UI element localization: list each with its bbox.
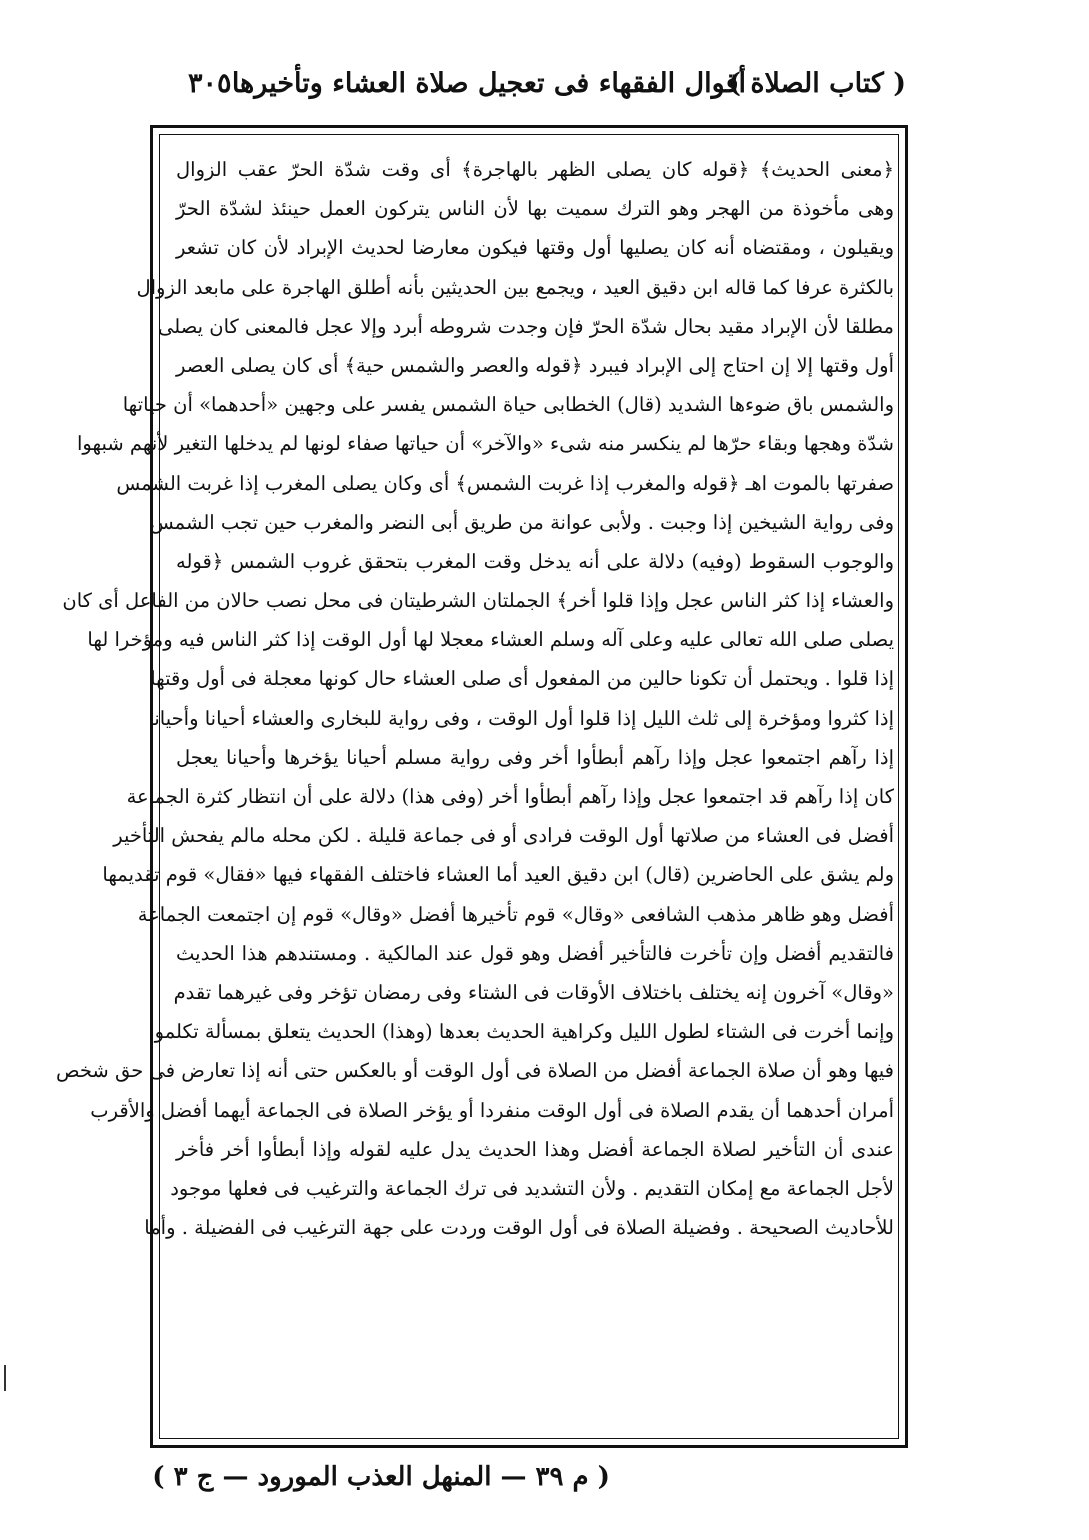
text-line: إذا كثروا ومؤخرة إلى ثلث الليل إذا قلوا أول الوقت ، وفى رواية للبخارى والعشاء أحيانا وأحيانا	[148, 706, 894, 730]
text-line: إذا رآهم اجتمعوا عجل وإذا رآهم أبطأوا أخر وفى رواية مسلم أحيانا يؤخرها وأحيانا يعجل	[176, 745, 894, 769]
text-line: وإنما أخرت فى الشتاء لطول الليل وكراهية الحديث بعدها (وهذا) الحديث يتعلق بمسألة تكلموا	[149, 1020, 894, 1044]
text-line: فالتقديم أفضل وإن تأخرت فالتأخير أفضل وهو قول عند المالكية . ومستندهم هذا الحديث	[176, 941, 894, 965]
text-line: عندى أن التأخير لصلاة الجماعة أفضل وهذا الحديث يدل عليه لقوله وإذا أبطأوا أخر فأخر	[176, 1137, 894, 1161]
text-line: أفضل وهو ظاهر مذهب الشافعى «وقال» قوم تأخيرها أفضل «وقال» قوم إن اجتمعت الجماعة	[137, 902, 894, 926]
page-number: ٣٠٥	[188, 68, 232, 99]
book-title: ( كتاب الصلاة )	[728, 68, 906, 99]
margin-mark	[4, 1365, 6, 1391]
text-line: إذا قلوا . ويحتمل أن تكونا حالين من المفعول أى صلى العشاء حال كونها معجلة فى أول وقتها	[150, 667, 894, 691]
text-line: يصلى صلى الله تعالى عليه وعلى آله وسلم العشاء معجلا لها أول الوقت إذا كثر الناس فيه ومؤخرا لها	[87, 628, 894, 652]
chapter-title: أقوال الفقهاء فى تعجيل صلاة العشاء وتأخيرها	[231, 68, 746, 99]
text-line: والشمس باق ضوءها الشديد (قال) الخطابى حياة الشمس يفسر على وجهين «أحدهما» أن حياتها	[122, 393, 894, 417]
text-line: لأجل الجماعة مع إمكان التقديم . ولأن التشديد فى ترك الجماعة والترغيب فى فعلها موجود	[170, 1176, 894, 1200]
text-line: ﴿معنى الحديث﴾ ﴿قوله كان يصلى الظهر بالهاجرة﴾ أى وقت شدّة الحرّ عقب الزوال	[176, 158, 894, 181]
text-line: بالكثرة عرفا كما قاله ابن دقيق العيد ، ويجمع بين الحديثين بأنه أطلق الهاجرة على مابعد الزوال	[136, 275, 894, 299]
text-line: أفضل فى العشاء من صلاتها أول الوقت فرادى أو فى جماعة قليلة . لكن محله مالم يفحش التأخير	[113, 824, 894, 848]
text-line: «وقال» آخرون إنه يختلف باختلاف الأوقات فى الشتاء وفى رمضان تؤخر وفى غيرهما تقدم	[173, 980, 894, 1004]
text-line: ولم يشق على الحاضرين (قال) ابن دقيق العيد أما العشاء فاختلف الفقهاء فيها «فقال» قوم تقديمها	[102, 863, 894, 887]
footer-signature: ( م ٣٩ — المنهل العذب المورود — ج ٣ )	[152, 1462, 610, 1492]
text-line: للأحاديث الصحيحة . وفضيلة الصلاة فى أول الوقت وردت على جهة الترغيب فى الفضيلة . وأما	[144, 1216, 894, 1240]
text-line: مطلقا لأن الإبراد مقيد بحال شدّة الحرّ فإن وجدت شروطه أبرد وإلا عجل فالمعنى كان يصلى	[158, 314, 894, 338]
text-line: أمران أحدهما أن يقدم الصلاة فى أول الوقت منفردا أو يؤخر الصلاة فى الجماعة أيهما أفضل والأقرب	[90, 1098, 894, 1122]
text-line: وهى مأخوذة من الهجر وهو الترك سميت بها لأن الناس يتركون العمل حينئذ لشدّة الحرّ	[176, 197, 894, 221]
text-line: شدّة وهجها وبقاء حرّها لم ينكسر منه شىء «والآخر» أن حياتها صفاء لونها لم يدخلها التغير لأنهم شبهوا	[77, 432, 894, 456]
commentary-text	[55, 150, 894, 1286]
text-line: والوجوب السقوط (وفيه) دلالة على أنه يدخل وقت المغرب بتحقق غروب الشمس ﴿قوله	[176, 549, 894, 573]
page-header	[178, 68, 906, 118]
text-line: ويقيلون ، ومقتضاه أنه كان يصليها أول وقتها فيكون معارضا لحديث الإبراد لأن كان تشعر	[176, 236, 894, 260]
text-line	[176, 1247, 894, 1286]
text-line: أول وقتها إلا إن احتاج إلى الإبراد فيبرد ﴿قوله والعصر والشمس حية﴾ أى كان يصلى العصر	[176, 353, 894, 377]
text-line: كان إذا رآهم قد اجتمعوا عجل وإذا رآهم أبطأوا أخر (وفى هذا) دلالة على أن انتظار كثرة الجماعة	[126, 785, 894, 808]
text-line: صفرتها بالموت اهـ ﴿قوله والمغرب إذا غربت الشمس﴾ أى وكان يصلى المغرب إذا غربت الشمس	[116, 471, 894, 495]
text-line: فيها وهو أن صلاة الجماعة أفضل من الصلاة فى أول الوقت أو بالعكس حتى أنه إذا تعارض فى حق شخص	[55, 1059, 894, 1083]
text-line: وفى رواية الشيخين إذا وجبت . ولأبى عوانة من طريق أبى النضر والمغرب حين تجب الشمس	[149, 510, 894, 534]
text-line: والعشاء إذا كثر الناس عجل وإذا قلوا أخر﴾ الجملتان الشرطيتان فى محل نصب حالان من الفاعل أى كان	[62, 589, 894, 613]
